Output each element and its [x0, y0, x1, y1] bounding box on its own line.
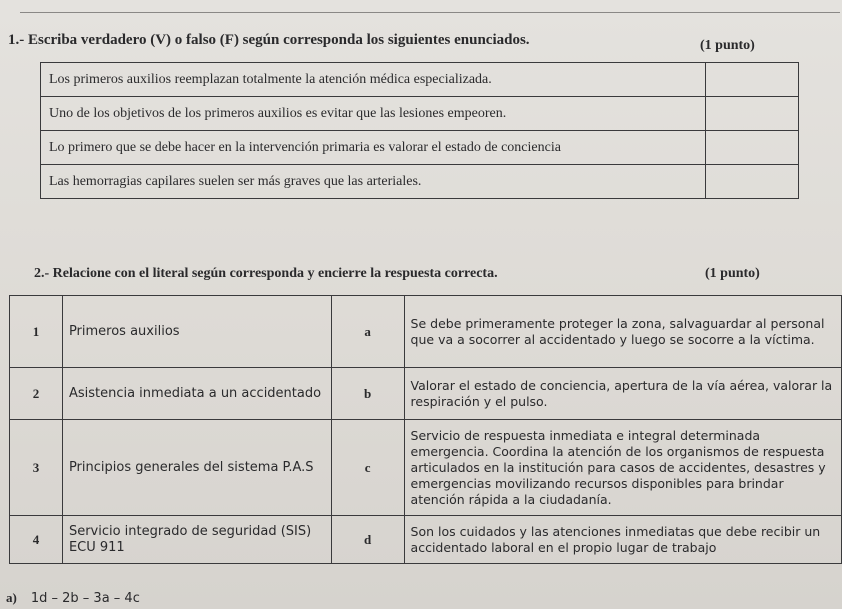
matching-table — [9, 295, 842, 564]
answer-box-2[interactable] — [706, 97, 799, 131]
answer-box-4[interactable] — [706, 165, 799, 199]
term-cell: Asistencia inmediata a un accidentado — [62, 368, 331, 420]
question-1-title: 1.- Escriba verdadero (V) o falso (F) según corresponda los siguientes enunciados. — [8, 32, 530, 48]
letter-cell: d — [331, 516, 404, 564]
term-cell: Principios generales del sistema P.A.S — [62, 420, 331, 516]
row-number: 4 — [10, 516, 63, 564]
table-row — [41, 165, 799, 199]
table-row — [41, 97, 799, 131]
question-1-points: (1 punto) — [700, 38, 755, 53]
statement-1: Los primeros auxilios reemplazan totalmente la atención médica especializada. — [41, 63, 706, 97]
description-cell: Servicio de respuesta inmediata e integral determinada emergencia. Coordina la atención de los organismos de respuesta articulados en la institución para casos de accidentes, desastres y emergencias movilizando recursos disponibles para brindar atención rápida a la ciudadanía. — [404, 420, 841, 516]
answer-box-1[interactable] — [706, 63, 799, 97]
row-number: 2 — [10, 368, 63, 420]
description-cell: Son los cuidados y las atenciones inmediatas que debe recibir un accidentado laboral en el propio lugar de trabajo — [404, 516, 841, 564]
letter-cell: a — [331, 296, 404, 368]
table-row — [10, 516, 842, 564]
table-row — [10, 296, 842, 368]
answer-option-a[interactable] — [6, 590, 140, 606]
description-cell: Se debe primeramente proteger la zona, salvaguardar al personal que va a socorrer al accidentado y luego se socorre a la víctima. — [404, 296, 841, 368]
description-cell: Valorar el estado de conciencia, apertura de la vía aérea, valorar la respiración y el pulso. — [404, 368, 841, 420]
answer-box-3[interactable] — [706, 131, 799, 165]
term-cell: Primeros auxilios — [62, 296, 331, 368]
header-rule — [20, 12, 840, 13]
table-row — [10, 368, 842, 420]
statement-3: Lo primero que se debe hacer en la intervención primaria es valorar el estado de conciencia — [41, 131, 706, 165]
table-row — [41, 63, 799, 97]
term-cell: Servicio integrado de seguridad (SIS) ECU 911 — [62, 516, 331, 564]
row-number: 1 — [10, 296, 63, 368]
statement-4: Las hemorragias capilares suelen ser más graves que las arteriales. — [41, 165, 706, 199]
letter-cell: c — [331, 420, 404, 516]
question-2-title: 2.- Relacione con el literal según corresponda y encierre la respuesta correcta. — [34, 266, 498, 281]
table-row — [10, 420, 842, 516]
option-text: 1d – 2b – 3a – 4c — [30, 591, 140, 606]
table-row — [41, 131, 799, 165]
true-false-table — [40, 62, 799, 199]
statement-2: Uno de los objetivos de los primeros auxilios es evitar que las lesiones empeoren. — [41, 97, 706, 131]
option-label: a) — [6, 590, 17, 605]
letter-cell: b — [331, 368, 404, 420]
row-number: 3 — [10, 420, 63, 516]
question-2-points: (1 punto) — [705, 266, 760, 281]
